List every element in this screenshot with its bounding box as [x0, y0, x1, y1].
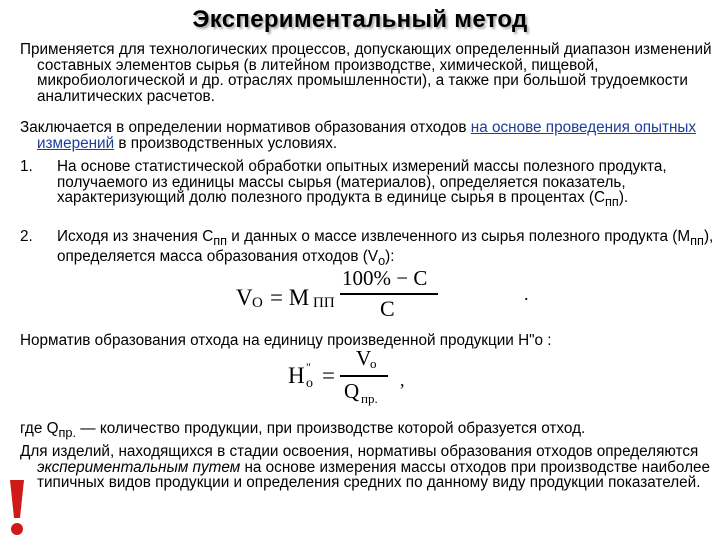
list-item-1-end: ). — [618, 189, 629, 206]
formula1-period: . — [524, 284, 529, 304]
list-item-2-sub-a: пп — [213, 233, 228, 249]
list-item-2-sub-c: о — [378, 252, 386, 268]
exclamation-mark-icon — [5, 478, 29, 538]
list-item-2-text-c: ), определяется масса образования отходов (V — [57, 228, 714, 265]
paragraph-where — [20, 421, 710, 441]
definition-text-end: в производственных условиях. — [114, 134, 338, 152]
formula2-lhs-sub: o — [306, 376, 313, 391]
list-item-2-text-b: и данных о массе извлеченного из сырья полезного продукта (М — [227, 228, 691, 245]
formula2-lhs: H — [288, 363, 305, 388]
formula2-fraction-bar — [340, 375, 388, 377]
where-sub: пр. — [58, 425, 77, 441]
paragraph-definition — [20, 120, 720, 151]
formula2-equals: = — [322, 363, 335, 388]
formula2-denominator-sub: пр. — [361, 391, 378, 406]
list-number-1: 1. — [20, 158, 33, 175]
page-title: Экспериментальный метод — [192, 6, 528, 33]
formula1-numerator: 100% − C — [342, 266, 428, 290]
definition-text-start: Заключается в определении нормативов образования отходов — [20, 119, 471, 136]
measurement-highlight-link[interactable]: на основе проведения опытных измерений — [37, 119, 697, 152]
formula2-denominator: Q — [344, 379, 360, 403]
paragraph-application: Применяется для технологических процессов, допускающих определенный диапазон изменений составных элементов сырья (в литейном производстве, химической, пищевой, микробиологической и др. отраслях промышленности), а также при большой трудоемкости аналитических расчетов. — [20, 41, 712, 105]
list-item-1-sub: пп — [605, 194, 619, 210]
list-item-1 — [20, 159, 720, 210]
formula2-numerator-sub: o — [370, 356, 377, 371]
paragraph-norm: Норматив образования отхода на единицу произведенной продукции Н"о : — [20, 332, 552, 349]
formula1-m-sub: ПП — [313, 295, 335, 311]
list-number-2: 2. — [20, 228, 33, 245]
development-italic: экспериментальным путем — [37, 458, 241, 476]
list-item-2-text-a: Исходя из значения С — [57, 228, 214, 245]
formula1-lhs-sub: O — [252, 295, 263, 311]
paragraph-development — [20, 444, 720, 491]
formula2-numerator: V — [356, 346, 372, 370]
list-item-2-text-d: ): — [385, 247, 395, 265]
formula1-denominator: C — [380, 296, 395, 321]
formula1-fraction-bar — [340, 293, 438, 295]
formula1-equals-m: = M — [270, 285, 310, 310]
list-item-1-text: На основе статистической обработки опытных измерений массы полезного продукта, получаемого из единицы массы сырья (материалов), определяется показатель, характеризующий долю полезного продукта в единице сырья в процентах (С — [57, 158, 667, 206]
development-text-start: Для изделий, находящихся в стадии освоения, нормативы образования отходов определяются — [20, 443, 699, 460]
list-item-2-sub-b: пп — [690, 233, 704, 249]
development-text-end: на основе измерения массы отходов при производстве наиболее типичных видов продукции и определения средних по данному виду продукции показателей. — [37, 458, 711, 491]
list-item-2 — [20, 229, 720, 268]
formula1-lhs: V — [236, 285, 253, 310]
where-text-start: где Q — [20, 420, 59, 437]
formula2-lhs-sup: " — [306, 360, 311, 374]
formula2-comma: , — [400, 370, 405, 390]
where-text-end: — количество продукции, при производстве которой образуется отход. — [76, 420, 586, 437]
